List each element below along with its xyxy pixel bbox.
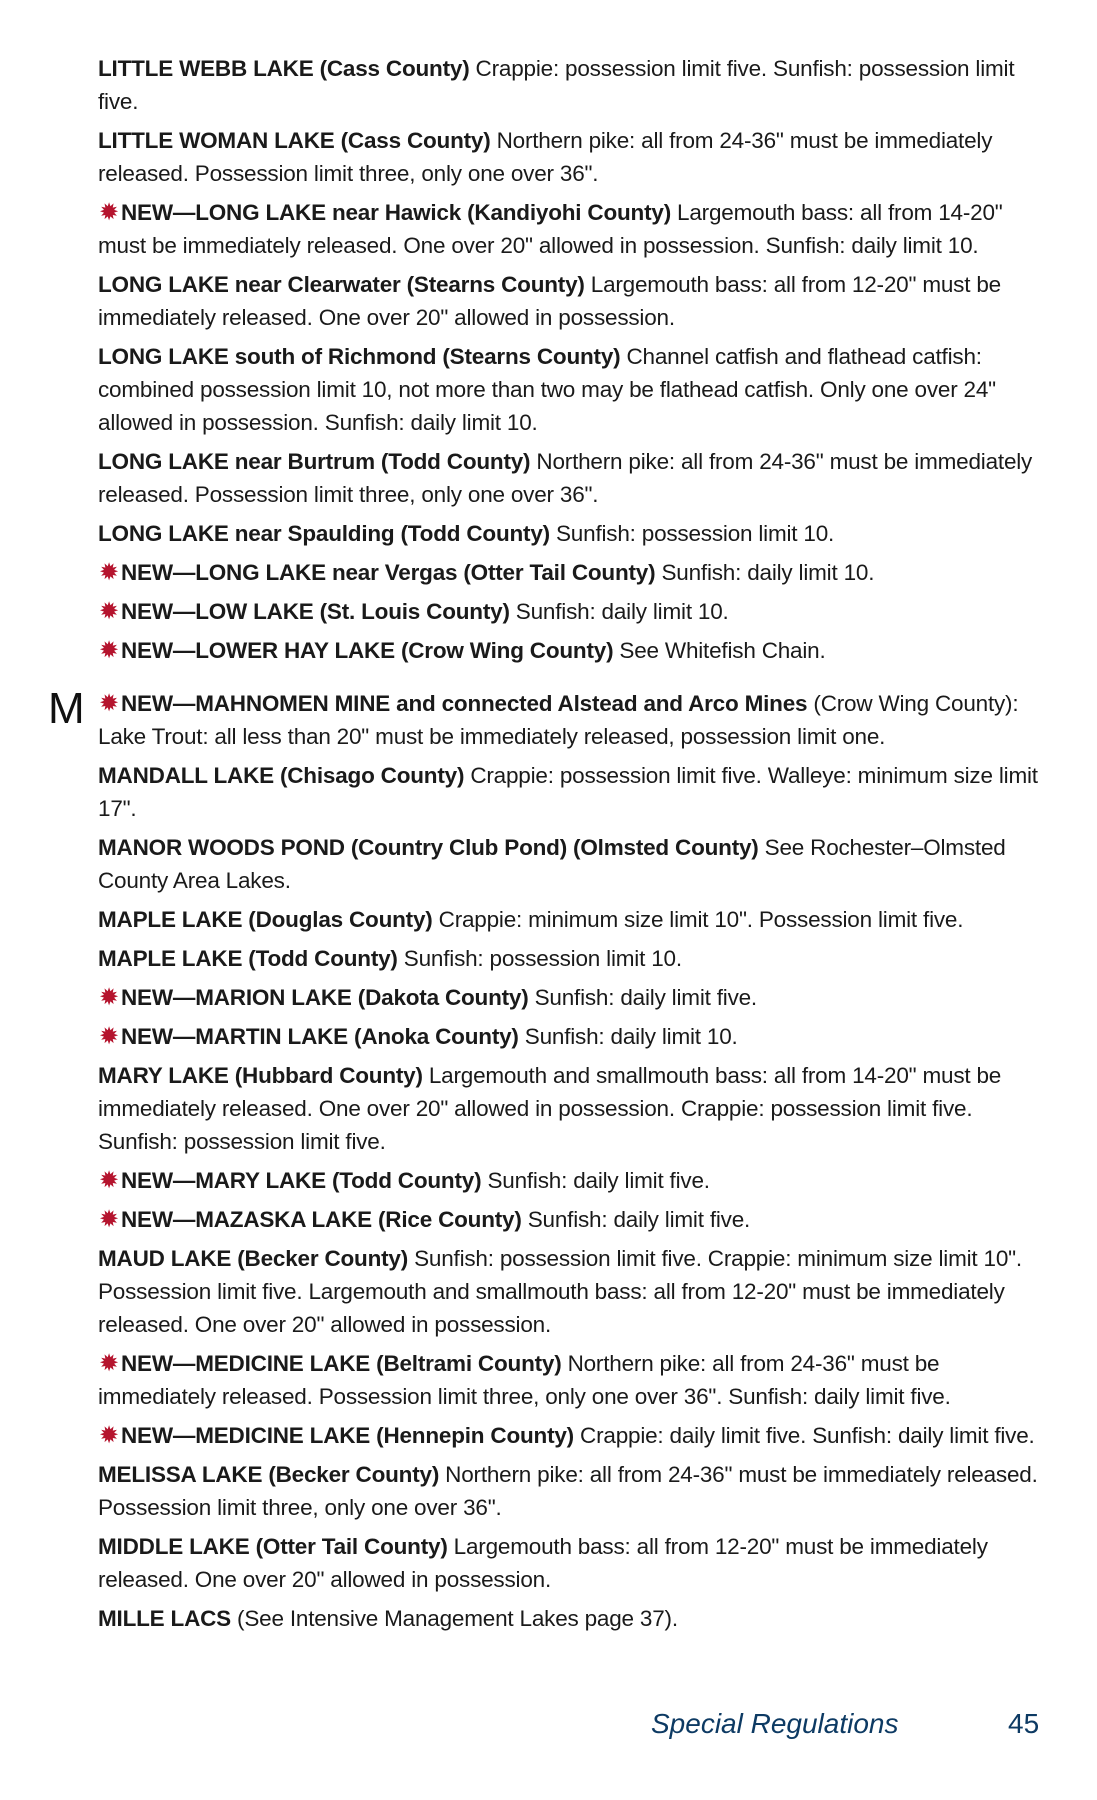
regulation-entry (98, 1347, 1048, 1413)
regulation-entry (98, 1602, 1048, 1635)
starburst-icon: ✹ (99, 690, 119, 717)
regulation-text: Crappie: minimum size limit 10". Possession limit five. (432, 907, 964, 932)
regulation-text: Northern pike: all from 24-36" must be immediately released. Possession limit three, only one over 36". (98, 449, 1033, 507)
starburst-icon: ✹ (99, 1350, 119, 1377)
regulation-text: Northern pike: all from 24-36" must be immediately released. Possession limit three, only one over 36". (98, 1462, 1038, 1520)
lake-name: NEW—MARY LAKE (Todd County) (121, 1168, 482, 1193)
regulation-entry (98, 556, 1048, 589)
lake-name: MARY LAKE (Hubbard County) (98, 1063, 423, 1088)
regulation-entry (98, 517, 1048, 550)
regulation-text: Sunfish: daily limit 10. (509, 599, 729, 624)
starburst-icon: ✹ (99, 598, 119, 625)
l-section (98, 52, 1048, 667)
regulation-entry (98, 942, 1048, 975)
lake-name: NEW—LONG LAKE near Hawick (Kandiyohi County) (121, 200, 671, 225)
starburst-icon: ✹ (99, 1023, 119, 1050)
lake-name: LONG LAKE south of Richmond (Stearns County) (98, 344, 621, 369)
lake-name: NEW—LOW LAKE (St. Louis County) (121, 599, 510, 624)
regulation-text: Crappie: possession limit five. Walleye: minimum size limit 17". (98, 763, 1038, 821)
regulation-text: Sunfish: daily limit 10. (655, 560, 875, 585)
regulation-text: Largemouth bass: all from 14-20" must be immediately released. One over 20" allowed in possession. Sunfish: daily limit 10. (98, 200, 1003, 258)
regulation-text: Sunfish: daily limit five. (521, 1207, 751, 1232)
lake-name: MIDDLE LAKE (Otter Tail County) (98, 1534, 448, 1559)
regulation-text: See Whitefish Chain. (613, 638, 826, 663)
page-number: 45 (1008, 1708, 1040, 1739)
regulation-text: Crappie: possession limit five. Sunfish: possession limit five. (98, 56, 1015, 114)
regulation-entry (98, 1164, 1048, 1197)
lake-name: LITTLE WEBB LAKE (Cass County) (98, 56, 470, 81)
lake-name: NEW—MAZASKA LAKE (Rice County) (121, 1207, 522, 1232)
starburst-icon: ✹ (99, 199, 119, 226)
footer-section-title: Special Regulations (651, 1708, 899, 1739)
lake-name: LONG LAKE near Clearwater (Stearns County) (98, 272, 585, 297)
m-section (48, 684, 1048, 1635)
lake-name: NEW—LOWER HAY LAKE (Crow Wing County) (121, 638, 614, 663)
lake-name: MELISSA LAKE (Becker County) (98, 1462, 440, 1487)
starburst-icon: ✹ (99, 1167, 119, 1194)
regulation-text: Largemouth bass: all from 12-20" must be immediately released. One over 20" allowed in possession. (98, 1534, 988, 1592)
starburst-icon: ✹ (99, 1206, 119, 1233)
regulations-list (48, 52, 1048, 1641)
lake-name: NEW—MARTIN LAKE (Anoka County) (121, 1024, 519, 1049)
lake-name: LONG LAKE near Burtrum (Todd County) (98, 449, 531, 474)
regulation-text: Northern pike: all from 24-36" must be immediately released. Possession limit three, only one over 36". (98, 128, 993, 186)
regulation-text: Crappie: daily limit five. Sunfish: daily limit five. (573, 1423, 1035, 1448)
regulation-entry (98, 687, 1048, 753)
regulation-entry (98, 903, 1048, 936)
lake-name: MANDALL LAKE (Chisago County) (98, 763, 465, 788)
lake-name: MAUD LAKE (Becker County) (98, 1246, 409, 1271)
regulation-entry (98, 196, 1048, 262)
lake-name: MANOR WOODS POND (Country Club Pond) (Olmsted County) (98, 835, 759, 860)
lake-name: NEW—MEDICINE LAKE (Hennepin County) (121, 1423, 574, 1448)
regulation-entry (98, 268, 1048, 334)
lake-name: NEW—MEDICINE LAKE (Beltrami County) (121, 1351, 562, 1376)
regulation-entry (98, 124, 1048, 190)
regulation-text: Channel catfish and flathead catfish: combined possession limit 10, not more than two may be flathead catfish. Only one over 24" allowed in possession. Sunfish: daily limit 10. (98, 344, 996, 435)
regulation-entry (98, 52, 1048, 118)
starburst-icon: ✹ (99, 637, 119, 664)
regulation-text: Sunfish: possession limit 10. (397, 946, 682, 971)
regulation-entry (98, 1458, 1048, 1524)
lake-name: LITTLE WOMAN LAKE (Cass County) (98, 128, 491, 153)
regulation-entry (98, 1530, 1048, 1596)
regulation-text: (See Intensive Management Lakes page 37). (231, 1606, 678, 1631)
regulation-text: Northern pike: all from 24-36" must be immediately released. Possession limit three, only one over 36". Sunfish: daily limit five. (98, 1351, 951, 1409)
regulation-entry (98, 831, 1048, 897)
starburst-icon: ✹ (99, 559, 119, 586)
regulation-text: Sunfish: possession limit five. Crappie: minimum size limit 10". Possession limit five. Largemouth and smallmouth bass: all from 12-20" must be immediately released. One over 20" allowed in possession. (98, 1246, 1022, 1337)
regulation-entry (98, 1059, 1048, 1158)
lake-name: NEW—MARION LAKE (Dakota County) (121, 985, 529, 1010)
starburst-icon: ✹ (99, 1422, 119, 1449)
regulation-entry (98, 981, 1048, 1014)
starburst-icon: ✹ (99, 984, 119, 1011)
regulation-text: Sunfish: daily limit 10. (518, 1024, 738, 1049)
regulation-entry (98, 340, 1048, 439)
regulation-entry (98, 595, 1048, 628)
regulation-text: Sunfish: daily limit five. (528, 985, 757, 1010)
lake-name: MAPLE LAKE (Douglas County) (98, 907, 433, 932)
regulation-text: Largemouth bass: all from 12-20" must be immediately released. One over 20" allowed in possession. (98, 272, 1001, 330)
regulation-text: Largemouth and smallmouth bass: all from 14-20" must be immediately released. One over 20" allowed in possession. Crappie: possession limit five. Sunfish: possession limit five. (98, 1063, 1002, 1154)
regulation-entry (98, 1419, 1048, 1452)
regulation-entry (98, 1203, 1048, 1236)
regulation-entry (98, 1020, 1048, 1053)
lake-name: LONG LAKE near Spaulding (Todd County) (98, 521, 550, 546)
lake-name: NEW—MAHNOMEN MINE and connected Alstead and Arco Mines (121, 691, 808, 716)
regulation-entry (98, 759, 1048, 825)
regulation-entry (98, 1242, 1048, 1341)
lake-name: MAPLE LAKE (Todd County) (98, 946, 398, 971)
lake-name: MILLE LACS (98, 1606, 231, 1631)
regulation-entry (98, 445, 1048, 511)
section-letter: M (48, 684, 85, 733)
regulation-text: (Crow Wing County): Lake Trout: all less than 20" must be immediately released, possession limit one. (98, 691, 1019, 749)
regulation-text: Sunfish: possession limit 10. (549, 521, 835, 546)
regulation-entry (98, 634, 1048, 667)
regulation-text: Sunfish: daily limit five. (481, 1168, 710, 1193)
regulation-text: See Rochester–Olmsted County Area Lakes. (98, 835, 1006, 893)
lake-name: NEW—LONG LAKE near Vergas (Otter Tail County) (121, 560, 656, 585)
